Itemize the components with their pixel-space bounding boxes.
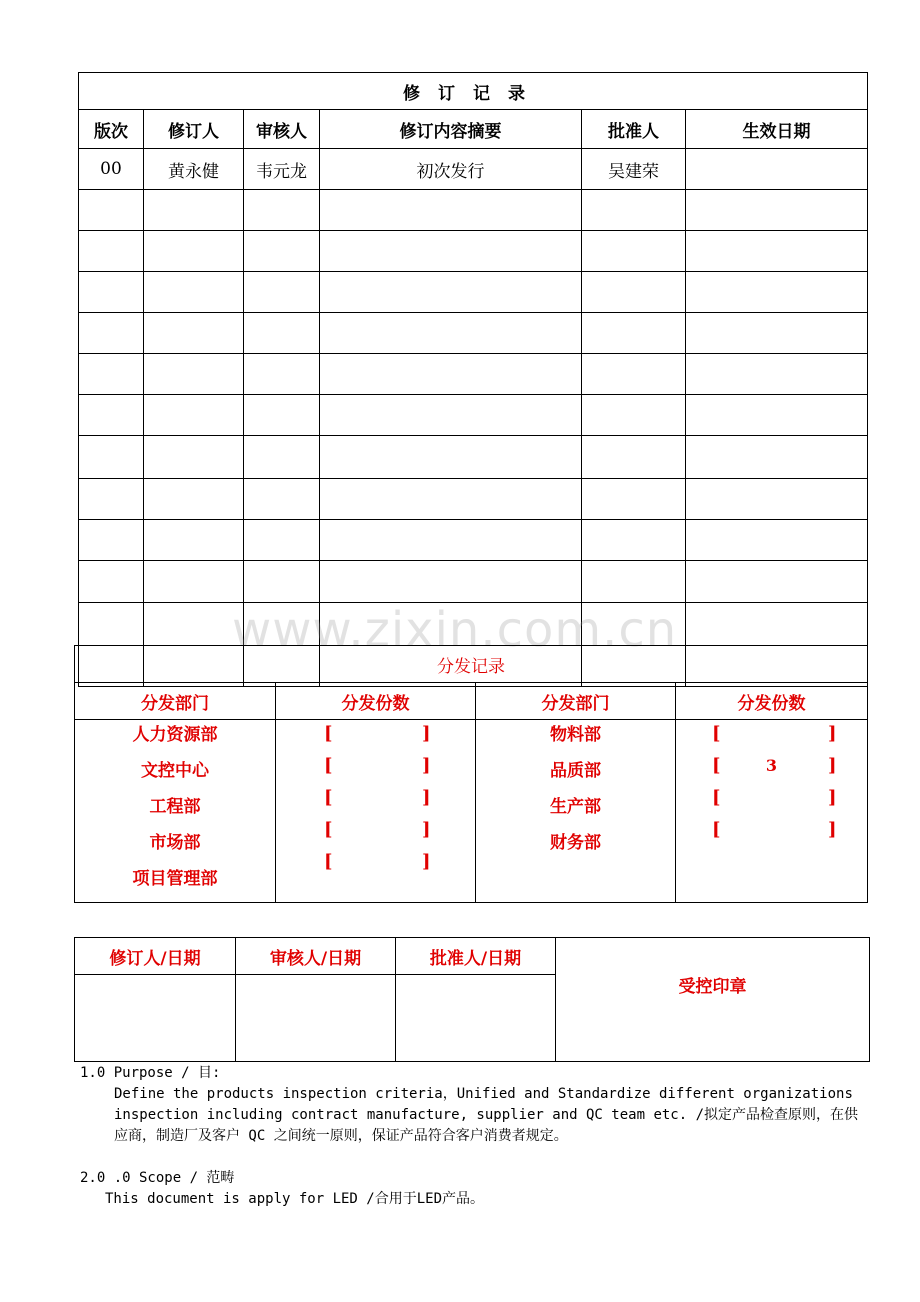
cell (320, 561, 582, 603)
bracket-close: ] (422, 755, 431, 776)
cell (320, 520, 582, 561)
copies-count: 3 (765, 756, 778, 775)
cell (144, 479, 244, 520)
cell (582, 190, 686, 231)
table-row (79, 190, 868, 231)
department-item: 项目管理部 (132, 869, 218, 889)
bracket-close: ] (422, 723, 431, 744)
cell (144, 436, 244, 479)
scope-heading: 2.0 .0 Scope / 范畴 (80, 1170, 235, 1186)
bracket-close: ] (422, 851, 431, 872)
department-item: 财务部 (550, 833, 601, 853)
cell (686, 190, 868, 231)
cell (686, 313, 868, 354)
cell (686, 395, 868, 436)
cell (79, 561, 144, 603)
bracket-open: [ (712, 723, 721, 744)
cell (686, 520, 868, 561)
table-row (79, 479, 868, 520)
cell (144, 231, 244, 272)
watermark: www.zixin.com.cn (232, 602, 678, 658)
purpose-heading: 1.0 Purpose / 目: (80, 1065, 221, 1081)
revision-header-row (79, 110, 868, 149)
header-approver: 批准人 (582, 110, 686, 149)
cell (582, 231, 686, 272)
department-item: 文控中心 (141, 761, 209, 781)
table-row (79, 272, 868, 313)
cell (244, 561, 320, 603)
table-row (79, 520, 868, 561)
bracket-open: [ (324, 851, 333, 872)
copies-entry (276, 720, 475, 752)
cell (686, 231, 868, 272)
cell (582, 272, 686, 313)
department-item: 物料部 (550, 725, 601, 745)
distribution-header-row (75, 683, 868, 720)
cell (79, 520, 144, 561)
copies-entry (676, 816, 867, 848)
signoff-table (74, 937, 870, 1062)
right-department-list (476, 720, 676, 903)
cell (320, 479, 582, 520)
cell (582, 395, 686, 436)
cell-effective-date (686, 149, 868, 190)
copies-entry (276, 752, 475, 784)
cell (244, 436, 320, 479)
cell-approver: 吴建荣 (582, 149, 686, 190)
header-reviewer-date: 审核人/日期 (236, 938, 396, 975)
bracket-open: [ (324, 723, 333, 744)
bracket-open: [ (324, 819, 333, 840)
cell (144, 520, 244, 561)
table-row (79, 149, 868, 190)
cell (320, 395, 582, 436)
cell (79, 190, 144, 231)
header-reviewer: 审核人 (244, 110, 320, 149)
cell (320, 313, 582, 354)
header-summary: 修订内容摘要 (320, 110, 582, 149)
cell (582, 479, 686, 520)
cell (320, 272, 582, 313)
right-copies-list (676, 720, 868, 903)
cell (79, 313, 144, 354)
cell (79, 272, 144, 313)
cell (79, 603, 144, 646)
cell (686, 354, 868, 395)
purpose-text-line: Define the products inspection criteria，Unified and Standardize different organizations (114, 1086, 853, 1102)
approver-signature-cell (396, 975, 556, 1062)
distribution-title: 分发记录 (75, 646, 868, 683)
bracket-close: ] (828, 723, 837, 744)
cell (79, 479, 144, 520)
cell (582, 354, 686, 395)
department-item: 市场部 (149, 833, 201, 853)
left-department-list (75, 720, 276, 903)
cell (320, 436, 582, 479)
cell (244, 520, 320, 561)
bracket-open: [ (712, 819, 721, 840)
distribution-table (74, 645, 868, 903)
cell (244, 313, 320, 354)
cell (244, 190, 320, 231)
cell-reviewer: 韦元龙 (244, 149, 320, 190)
header-reviser: 修订人 (144, 110, 244, 149)
copies-entry (676, 720, 867, 752)
cell (686, 436, 868, 479)
bracket-close: ] (828, 755, 837, 776)
table-row (79, 313, 868, 354)
cell-reviser: 黄永健 (144, 149, 244, 190)
cell (144, 190, 244, 231)
bracket-open: [ (324, 755, 333, 776)
copies-entry (676, 752, 867, 784)
cell (686, 479, 868, 520)
bracket-close: ] (422, 787, 431, 808)
header-copies: 分发份数 (676, 683, 868, 720)
cell (582, 313, 686, 354)
cell (582, 520, 686, 561)
cell (244, 231, 320, 272)
reviser-signature-cell (75, 975, 236, 1062)
header-department: 分发部门 (75, 683, 276, 720)
cell (686, 561, 868, 603)
cell (79, 395, 144, 436)
cell (244, 479, 320, 520)
cell (144, 313, 244, 354)
copies-entry (276, 816, 475, 848)
header-effective-date: 生效日期 (686, 110, 868, 149)
department-item: 工程部 (149, 797, 201, 817)
table-row (79, 354, 868, 395)
cell (686, 272, 868, 313)
cell (244, 272, 320, 313)
header-copies: 分发份数 (276, 683, 476, 720)
controlled-stamp-area: 受控印章 (556, 938, 870, 1062)
cell (320, 190, 582, 231)
cell (244, 395, 320, 436)
cell (582, 561, 686, 603)
table-row (79, 395, 868, 436)
bracket-close: ] (828, 787, 837, 808)
department-item: 生产部 (550, 797, 601, 817)
reviewer-signature-cell (236, 975, 396, 1062)
bracket-close: ] (828, 819, 837, 840)
department-item: 品质部 (550, 761, 601, 781)
bracket-open: [ (324, 787, 333, 808)
cell (79, 436, 144, 479)
cell (144, 272, 244, 313)
copies-entry (676, 784, 867, 816)
cell (144, 561, 244, 603)
cell (582, 436, 686, 479)
cell-version: 00 (79, 149, 144, 190)
cell (79, 354, 144, 395)
header-reviser-date: 修订人/日期 (75, 938, 236, 975)
revision-title: 修订记录 (79, 73, 868, 110)
bracket-close: ] (422, 819, 431, 840)
cell (320, 231, 582, 272)
revision-table (78, 72, 868, 687)
cell (320, 354, 582, 395)
department-item: 人力资源部 (132, 725, 218, 745)
cell (144, 603, 244, 646)
copies-entry (276, 848, 475, 880)
cell (79, 231, 144, 272)
bracket-open: [ (712, 755, 721, 776)
cell-summary: 初次发行 (320, 149, 582, 190)
cell (144, 354, 244, 395)
table-row (79, 231, 868, 272)
cell (686, 603, 868, 646)
purpose-text-line: 应商，制造厂及客户 QC 之间统一原则，保证产品符合客户消费者规定。 (114, 1128, 568, 1144)
copies-entry (276, 784, 475, 816)
purpose-text-line: inspection including contract manufacture, supplier and QC team etc. /拟定产品检查原则，在供 (114, 1107, 859, 1123)
scope-text: This document is apply for LED /合用于LED产品。 (105, 1191, 485, 1207)
cell (244, 354, 320, 395)
cell (144, 395, 244, 436)
header-department: 分发部门 (476, 683, 676, 720)
table-row (79, 436, 868, 479)
table-row (79, 561, 868, 603)
header-version: 版次 (79, 110, 144, 149)
bracket-open: [ (712, 787, 721, 808)
left-copies-list (276, 720, 476, 903)
header-approver-date: 批准人/日期 (396, 938, 556, 975)
